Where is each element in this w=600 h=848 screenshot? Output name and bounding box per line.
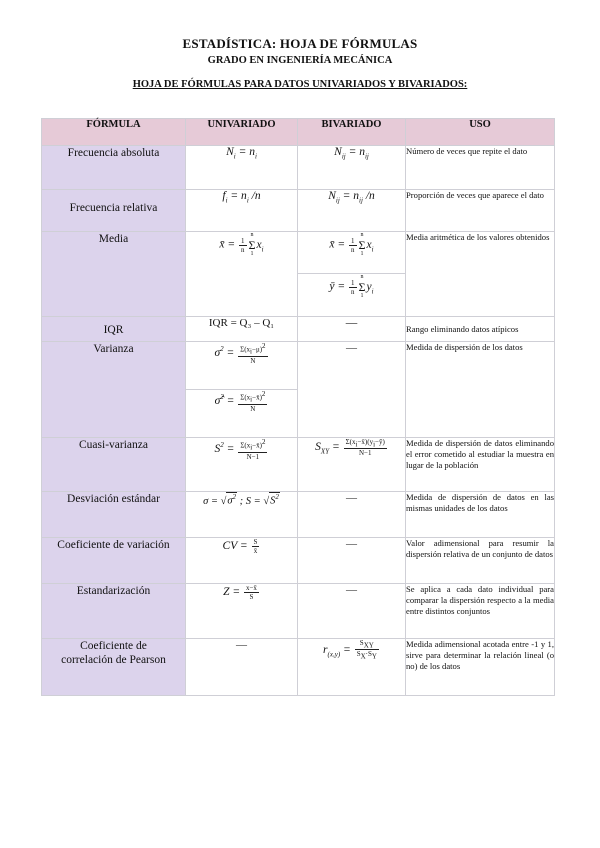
formula-bivariado: $N_{ij} = n_{ij}$ /n xyxy=(298,190,406,232)
formula-univariado-muestral: σ̂$^2$ = $\frac{\Sigma(x_i-x̄)^2}{N}$ xyxy=(186,390,298,438)
formula-bivariado: $S_{XY}$ = $\frac{\Sigma(x_i-x̄)(y_i-ȳ)}{N-1}$ xyxy=(298,438,406,492)
formula-univariado: $\sigma = √\sigma^2$ ; $S = √S^2$ xyxy=(186,492,298,538)
table-row xyxy=(42,639,555,696)
formula-univariado: IQR = Q₃ – Q₁ xyxy=(186,317,298,342)
formula-bivariado: $N_{ij} = n_{ij}$ xyxy=(298,146,406,190)
formula-table xyxy=(41,118,555,696)
column-header-uso: USO xyxy=(406,119,555,146)
formula-bivariado: — xyxy=(298,492,406,538)
row-name: Varianza xyxy=(42,342,186,438)
table-row xyxy=(42,584,555,639)
row-name: Estandarización xyxy=(42,584,186,639)
row-name: IQR xyxy=(42,317,186,342)
row-name: Frecuencia absoluta xyxy=(42,146,186,190)
row-name: Coeficiente de variación xyxy=(42,538,186,584)
row-name: Frecuencia relativa xyxy=(42,190,186,232)
row-uso: Media aritmética de los valores obtenidos xyxy=(406,232,555,317)
table-row xyxy=(42,492,555,538)
row-name: Cuasi-varianza xyxy=(42,438,186,492)
row-uso: Medida de dispersión de datos en las mismas unidades de los datos xyxy=(406,492,555,538)
row-uso: Proporción de veces que aparece el dato xyxy=(406,190,555,232)
row-uso: Medida de dispersión de datos eliminando el error cometido al estudiar la muestra en lugar de la población xyxy=(406,438,555,492)
document-title: ESTADÍSTICA: HOJA DE FÓRMULAS xyxy=(182,36,418,51)
formula-bivariado: — xyxy=(298,342,406,438)
table-header-row xyxy=(42,119,555,146)
formula-bivariado: — xyxy=(298,317,406,342)
table-row xyxy=(42,232,555,274)
row-name-line1: Coeficiente de xyxy=(80,640,147,652)
table-row xyxy=(42,342,555,390)
formula-bivariado: — xyxy=(298,538,406,584)
formula-bivariado: — xyxy=(298,584,406,639)
row-name: Desviación estándar xyxy=(42,492,186,538)
formula-univariado: $S^2$ = $\frac{\Sigma(x_i-x̄)^2}{N-1}$ xyxy=(186,438,298,492)
row-uso: Valor adimensional para resumir la dispersión relativa de un conjunto de datos xyxy=(406,538,555,584)
row-uso: Rango eliminando datos atípicos xyxy=(406,317,555,342)
document-subtitle: GRADO EN INGENIERÍA MECÁNICA xyxy=(207,55,393,66)
formula-bivariado: x̄ = $\frac{1}{n}$ n Σ $1x_i$ xyxy=(298,232,406,274)
column-header-formula: FÓRMULA xyxy=(42,119,186,146)
row-name: Media xyxy=(42,232,186,317)
formula-bivariado: $r_{(x,y)}$ = $\frac{S_{XY}}{S_X\cdot S_Y}$ xyxy=(298,639,406,696)
formula-univariado: x̄ = $\frac{1}{n}$ n Σ $1x_i$ xyxy=(186,232,298,317)
table-row xyxy=(42,317,555,342)
row-uso: Se aplica a cada dato individual para comparar la dispersión respecto a la media entre distintos conjuntos xyxy=(406,584,555,639)
formula-univariado: $f_i = n_i$ /n xyxy=(186,190,298,232)
formula-univariado: CV = $\frac{S}{x̄}$ xyxy=(186,538,298,584)
section-title: HOJA DE FÓRMULAS PARA DATOS UNIVARIADOS Y BIVARIADOS: xyxy=(132,79,468,90)
formula-univariado: $\sigma^2$ = $\frac{\Sigma(x_i-\mu)^2}{N}$ xyxy=(186,342,298,390)
formula-bivariado-y: ȳ = $\frac{1}{n}$ n Σ $1y_i$ xyxy=(298,274,406,317)
table-row xyxy=(42,538,555,584)
row-name-line2: correlación de Pearson xyxy=(61,654,166,666)
formula-univariado: Z = $\frac{x-x̄}{S}$ xyxy=(186,584,298,639)
row-uso: Medida adimensional acotada entre -1 y 1, sirve para determinar la relación lineal (o no) de los datos xyxy=(406,639,555,696)
row-uso: Medida de dispersión de los datos xyxy=(406,342,555,438)
row-uso: Número de veces que repite el dato xyxy=(406,146,555,190)
column-header-bivariado: BIVARIADO xyxy=(298,119,406,146)
table-row xyxy=(42,190,555,232)
formula-univariado: $N_i = n_i$ xyxy=(186,146,298,190)
column-header-univariado: UNIVARIADO xyxy=(186,119,298,146)
row-name xyxy=(42,639,186,696)
table-row xyxy=(42,146,555,190)
formula-univariado: — xyxy=(186,639,298,696)
table-row xyxy=(42,438,555,492)
